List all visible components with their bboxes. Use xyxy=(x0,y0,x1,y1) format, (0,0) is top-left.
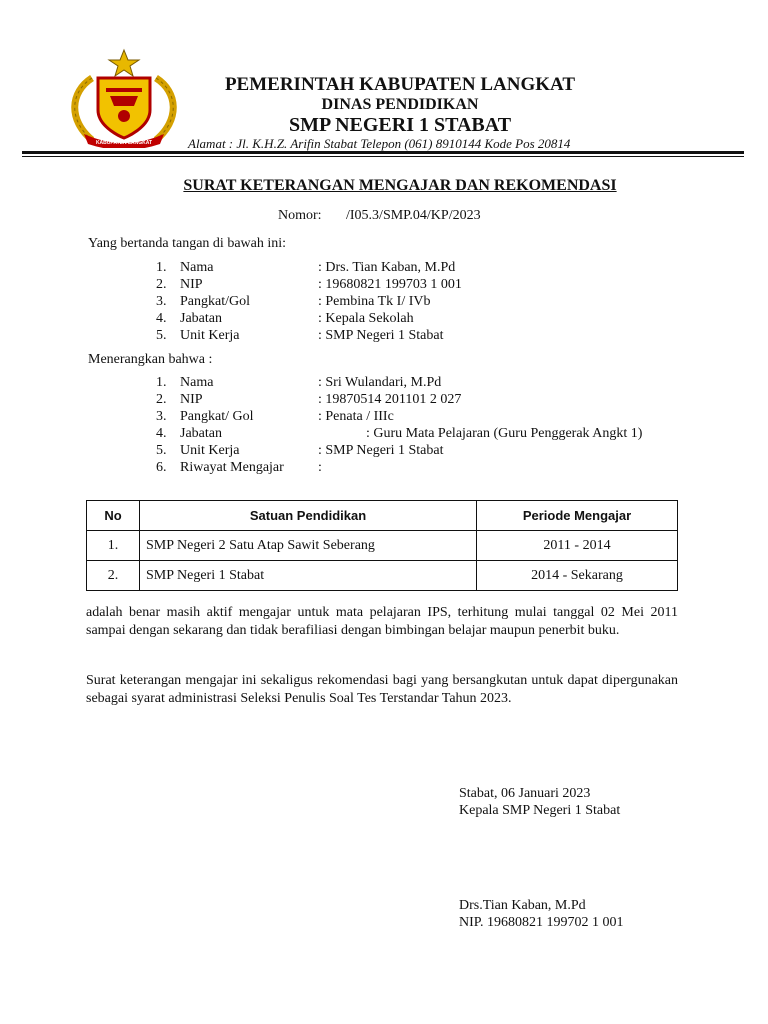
subject-label: Pangkat/ Gol xyxy=(180,409,254,424)
signer-value: : Pembina Tk I/ IVb xyxy=(318,294,431,309)
signer-value: : Drs. Tian Kaban, M.Pd xyxy=(318,260,456,275)
place-date: Stabat, 06 Januari 2023 xyxy=(459,786,591,801)
subject-num: 5. xyxy=(156,443,167,458)
signer-label: Pangkat/Gol xyxy=(180,294,250,309)
letterhead-divider-thick xyxy=(22,151,744,154)
subject-label: Nama xyxy=(180,375,214,390)
signer-value: : 19680821 199703 1 001 xyxy=(318,277,462,292)
signer-num: 5. xyxy=(156,328,167,343)
subject-num: 2. xyxy=(156,392,167,407)
signer-nip: NIP. 19680821 199702 1 001 xyxy=(459,915,624,930)
signer-label: Jabatan xyxy=(180,311,222,326)
signer-label: Unit Kerja xyxy=(180,328,240,343)
signer-num: 3. xyxy=(156,294,167,309)
subject-value: : xyxy=(318,460,322,475)
table-header-row xyxy=(87,501,678,531)
subject-label: Riwayat Mengajar xyxy=(180,460,284,475)
recommendation-paragraph: Surat keterangan mengajar ini sekaligus rekomendasi bagi yang bersangkutan untuk dapat dipergunakan sebagai syarat administrasi Seleksi Penulis Soal Tes Terstandar Tahun 2023. xyxy=(86,673,678,706)
logo-ribbon-text: KABUPATEN LANGKAT xyxy=(95,140,153,146)
statement-paragraph: adalah benar masih aktif mengajar untuk mata pelajaran IPS, terhitung mulai tanggal 02 Mei 2011 sampai dengan sekarang dan tidak berafiliasi dengan bimbingan belajar maupun penerbit buku. xyxy=(86,605,678,638)
subject-label: Jabatan xyxy=(180,426,222,441)
cell-school: SMP Negeri 2 Satu Atap Sawit Seberang xyxy=(140,531,477,561)
signer-num: 2. xyxy=(156,277,167,292)
cell-no: 2. xyxy=(87,561,140,591)
number-value: /I05.3/SMP.04/KP/2023 xyxy=(346,208,481,223)
letterhead-government: PEMERINTAH KABUPATEN LANGKAT xyxy=(224,74,576,95)
subject-num: 1. xyxy=(156,375,167,390)
column-header-period: Periode Mengajar xyxy=(477,501,678,531)
signer-name: Drs.Tian Kaban, M.Pd xyxy=(459,898,586,913)
subject-num: 4. xyxy=(156,426,167,441)
subject-label: NIP xyxy=(180,392,203,407)
signer-num: 4. xyxy=(156,311,167,326)
signer-position: Kepala SMP Negeri 1 Stabat xyxy=(459,803,621,818)
letterhead-address: Alamat : Jl. K.H.Z. Arifin Stabat Telepon (061) 8910144 Kode Pos 20814 xyxy=(188,136,571,151)
intro-text: Yang bertanda tangan di bawah ini: xyxy=(88,236,287,251)
signer-label: Nama xyxy=(180,260,214,275)
signer-label: NIP xyxy=(180,277,203,292)
letterhead-department: DINAS PENDIDIKAN xyxy=(321,96,479,113)
cell-period: 2014 - Sekarang xyxy=(477,561,678,591)
table-row xyxy=(87,531,678,561)
subject-value: : 19870514 201101 2 027 xyxy=(318,392,462,407)
star-icon xyxy=(109,50,139,76)
number-label: Nomor: xyxy=(278,208,322,223)
subject-value: : Sri Wulandari, M.Pd xyxy=(318,375,442,390)
cell-no: 1. xyxy=(87,531,140,561)
subject-num: 6. xyxy=(156,460,167,475)
subject-num: 3. xyxy=(156,409,167,424)
cell-school: SMP Negeri 1 Stabat xyxy=(140,561,477,591)
subject-value: : Guru Mata Pelajaran (Guru Penggerak Angkt 1) xyxy=(366,426,643,441)
column-header-school: Satuan Pendidikan xyxy=(140,501,477,531)
column-header-no: No xyxy=(87,501,140,531)
teaching-history-table xyxy=(86,500,678,591)
letterhead-school: SMP NEGERI 1 STABAT xyxy=(288,114,512,136)
letterhead-divider-thin xyxy=(22,156,744,157)
signer-value: : SMP Negeri 1 Stabat xyxy=(318,328,444,343)
signer-num: 1. xyxy=(156,260,167,275)
signer-value: : Kepala Sekolah xyxy=(318,311,414,326)
subject-label: Unit Kerja xyxy=(180,443,240,458)
subject-value: : Penata / IIIc xyxy=(318,409,394,424)
cell-period: 2011 - 2014 xyxy=(477,531,678,561)
declares-text: Menerangkan bahwa : xyxy=(88,352,213,367)
document-title: SURAT KETERANGAN MENGAJAR DAN REKOMENDASI xyxy=(183,177,617,194)
subject-value: : SMP Negeri 1 Stabat xyxy=(318,443,444,458)
table-row xyxy=(87,561,678,591)
